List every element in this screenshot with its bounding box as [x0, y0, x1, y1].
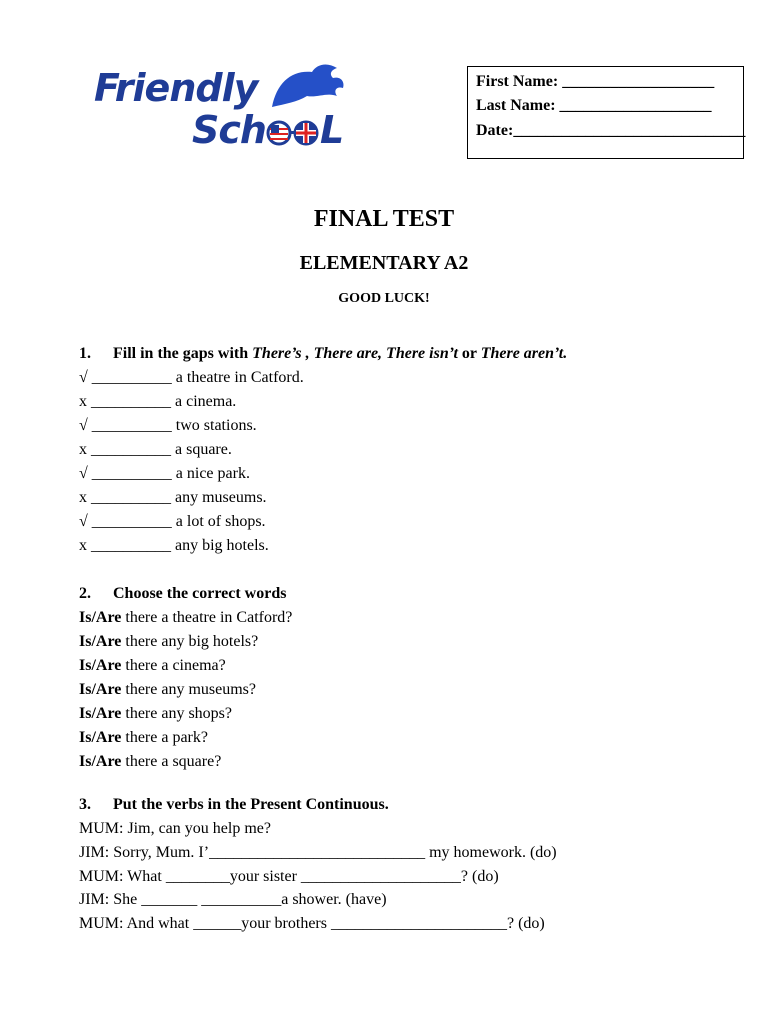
student-info-box — [467, 66, 744, 159]
friendly-school-logo — [92, 58, 362, 158]
section2-item: Is/Are there a square? — [79, 753, 222, 770]
section1-item: x __________ a cinema. — [79, 393, 237, 410]
dialogue-line: JIM: She _______ __________a shower. (have) — [79, 891, 387, 908]
section2-item: Is/Are there a park? — [79, 729, 208, 746]
page-title: FINAL TEST — [313, 206, 455, 232]
hair-icon — [267, 62, 347, 112]
good-luck-text: GOOD LUCK! — [338, 291, 430, 306]
logo-text-school: Sch L — [192, 108, 344, 152]
section2-heading: 2. Choose the correct words — [79, 585, 287, 602]
section1-item: x __________ any museums. — [79, 489, 267, 506]
section3-heading: 3. Put the verbs in the Present Continuous. — [79, 796, 389, 813]
section1-item: √ __________ two stations. — [79, 417, 257, 434]
section1-item: √ __________ a lot of shops. — [79, 513, 266, 530]
section1-item: x __________ any big hotels. — [79, 537, 269, 554]
dialogue-line: JIM: Sorry, Mum. I’___________________________ my homework. (do) — [79, 844, 557, 861]
level-subtitle: ELEMENTARY A2 — [299, 252, 469, 274]
last-name-field[interactable]: Last Name: ___________________ — [476, 97, 712, 114]
dialogue-line: MUM: And what ______your brothers ______________________? (do) — [79, 915, 545, 932]
section1-heading: 1. Fill in the gaps with There’s , There are, There isn’t or There aren’t. — [79, 345, 568, 362]
dialogue-line: MUM: Jim, can you help me? — [79, 820, 271, 837]
section2-item: Is/Are there any museums? — [79, 681, 256, 698]
section2-item: Is/Are there a theatre in Catford? — [79, 609, 293, 626]
dialogue-line: MUM: What ________your sister ____________________? (do) — [79, 868, 499, 885]
section1-item: √ __________ a nice park. — [79, 465, 250, 482]
section1-item: √ __________ a theatre in Catford. — [79, 369, 304, 386]
logo-text-friendly: Friendly — [94, 66, 258, 110]
section2-item: Is/Are there any shops? — [79, 705, 233, 722]
date-field[interactable]: Date:_____________________________ — [476, 122, 746, 139]
flag-glasses-icon — [266, 120, 320, 146]
section2-item: Is/Are there any big hotels? — [79, 633, 259, 650]
section2-item: Is/Are there a cinema? — [79, 657, 226, 674]
first-name-field[interactable]: First Name: ___________________ — [476, 73, 715, 90]
section1-item: x __________ a square. — [79, 441, 232, 458]
